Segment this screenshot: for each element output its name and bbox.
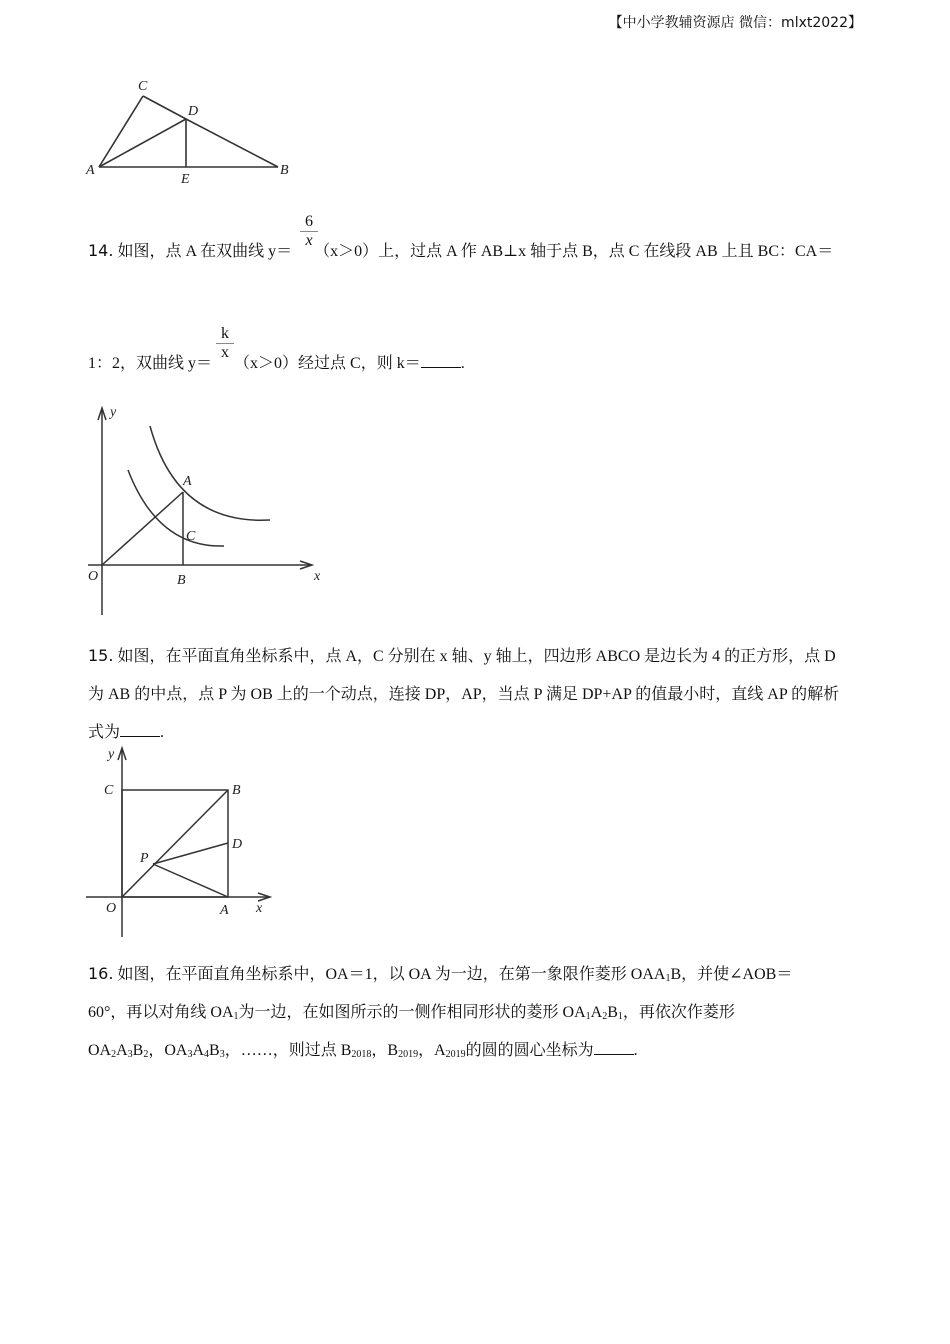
point-label-c: C <box>186 529 196 544</box>
q16-text-3a: OA <box>88 1042 112 1059</box>
label-c: C <box>138 79 148 94</box>
point-label-p: P <box>140 851 149 866</box>
q16-text-3c: B <box>132 1042 144 1059</box>
axis-label-y: y <box>108 747 115 762</box>
q16-text-3e: A <box>192 1042 205 1059</box>
q16-text-3h: ，B <box>371 1042 399 1059</box>
q14-line1 <box>88 238 833 261</box>
q16-text-3i: ，A <box>418 1042 446 1059</box>
point-label-b: B <box>177 573 186 588</box>
q14-text-e: . <box>460 355 465 372</box>
frac1-denominator: x <box>305 232 313 249</box>
q14-number: 14. <box>88 241 114 260</box>
q15-answer-blank <box>120 722 160 737</box>
q16-sub: 1 <box>617 1011 623 1022</box>
point-label-d: D <box>232 837 243 852</box>
origin-label: O <box>88 569 99 584</box>
label-a: A <box>86 163 95 178</box>
q16-line1 <box>88 961 792 984</box>
q16-line3 <box>88 1037 638 1060</box>
q16-text-1a: 如图，在平面直角坐标系中，OA＝1，以 OA 为一边，在第一象限作菱形 OAA <box>113 966 666 983</box>
q16-number: 16. <box>88 964 114 983</box>
q16-sub: 2 <box>111 1049 117 1060</box>
label-d: D <box>188 104 199 119</box>
q14-text-a: 如图，点 A 在双曲线 y＝ <box>113 243 293 260</box>
origin-label: O <box>106 901 117 916</box>
q14-text-b: （x＞0）上，过点 A 作 AB⊥x 轴于点 B，点 C 在线段 AB 上且 BC：CA＝ <box>314 243 834 260</box>
q15-text-2: 为 AB 的中点，点 P 为 OB 上的一个动点，连接 DP，AP，当点 P 满足 DP+AP 的值最小时，直线 AP 的解析 <box>88 686 840 703</box>
label-e: E <box>181 172 190 187</box>
q16-text-2b: 为一边，在如图所示的一侧作相同形状的菱形 OA <box>238 1004 586 1021</box>
triangle-figure <box>82 72 302 192</box>
q16-text-2c: A <box>590 1004 603 1021</box>
q16-text-3d: ，OA <box>148 1042 188 1059</box>
q16-answer-blank <box>594 1040 634 1055</box>
q16-sub: 1 <box>233 1011 239 1022</box>
hyperbola-figure <box>82 400 332 620</box>
point-label-c: C <box>104 783 114 798</box>
point-label-b: B <box>232 783 241 798</box>
q14-answer-blank <box>421 353 461 368</box>
q16-text-3b: A <box>116 1042 128 1059</box>
q15-line1 <box>88 643 836 666</box>
q16-text-3g: ，……，则过点 B <box>224 1042 352 1059</box>
q16-text-3j: 的圆的圆心坐标为 <box>465 1042 594 1059</box>
q16-sub: 1 <box>665 973 671 984</box>
point-label-a: A <box>220 903 229 918</box>
q15-text-1: 如图，在平面直角坐标系中，点 A，C 分别在 x 轴、y 轴上，四边形 ABCO 是边长为 4 的正方形，点 D <box>113 648 836 665</box>
frac2-numerator: k <box>221 325 229 342</box>
q14-line2 <box>88 350 465 373</box>
q16-sub: 2 <box>602 1011 608 1022</box>
q15-text-3b: . <box>160 724 165 741</box>
q16-text-2a: 60°，再以对角线 OA <box>88 1004 234 1021</box>
q16-sub: 4 <box>204 1049 210 1060</box>
q14-fraction-1 <box>300 213 318 250</box>
q16-sub: 2018 <box>351 1049 372 1060</box>
q16-sub: 2019 <box>445 1049 466 1060</box>
q16-text-3f: B <box>209 1042 220 1059</box>
q16-text-2e: ，再依次作菱形 <box>622 1004 735 1021</box>
q16-sub: 1 <box>585 1011 591 1022</box>
q15-number: 15. <box>88 646 114 665</box>
square-figure <box>82 742 282 942</box>
header-text: 【中小学教辅资源店 微信：mlxt2022】 <box>608 15 862 31</box>
frac1-numerator: 6 <box>305 213 313 230</box>
point-label-a: A <box>183 474 192 489</box>
q16-sub: 2019 <box>398 1049 419 1060</box>
q14-fraction-2 <box>216 325 234 362</box>
axis-label-x: x <box>314 569 321 584</box>
q15-text-3a: 式为 <box>88 724 121 741</box>
axis-label-x: x <box>256 901 263 916</box>
q16-sub: 2 <box>143 1049 149 1060</box>
label-b: B <box>280 163 289 178</box>
q14-text-d: （x＞0）经过点 C，则 k＝ <box>234 355 421 372</box>
q15-line2 <box>88 681 839 704</box>
q16-sub: 3 <box>219 1049 225 1060</box>
q14-text-c: 1：2，双曲线 y＝ <box>88 355 213 372</box>
q16-text-1b: B，并使∠AOB＝ <box>670 966 793 983</box>
q15-line3 <box>88 719 164 742</box>
q16-text-2d: B <box>607 1004 618 1021</box>
q16-line2 <box>88 999 735 1022</box>
q16-sub: 3 <box>187 1049 193 1060</box>
frac2-denominator: x <box>221 344 229 361</box>
axis-label-y: y <box>110 405 117 420</box>
q16-text-3k: . <box>633 1042 638 1059</box>
q16-sub: 3 <box>127 1049 133 1060</box>
